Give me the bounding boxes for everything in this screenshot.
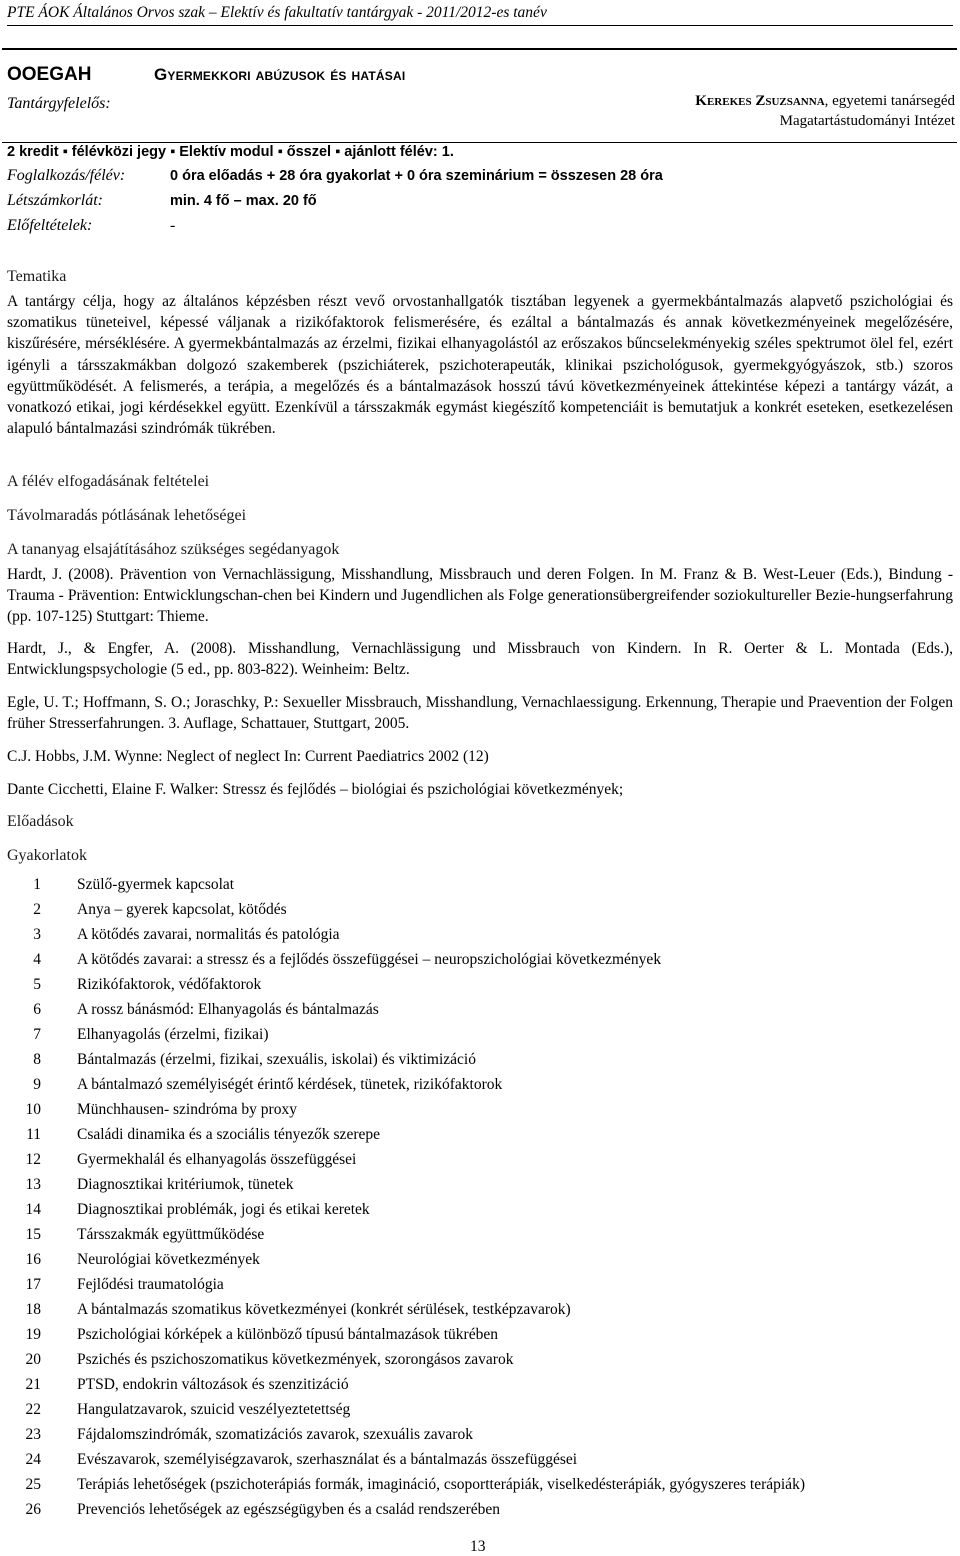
- item-number: 19: [25, 1326, 41, 1343]
- item-number: 4: [33, 951, 41, 968]
- list-item: [7, 1272, 805, 1297]
- institute-name: Magatartástudományi Intézet: [779, 113, 955, 129]
- reference-item: Hardt, J. (2008). Prävention von Vernachlässigung, Misshandlung, Missbrauch und deren Folgen. In M. Franz & B. West-Leuer (Eds.), Bindung - Trauma - Prävention: Entwicklungschan-chen bei Kindern und Jugendlichen als Folge generationsübergreifender soziokultureller Bezie-hungserfahrung (pp. 107-125) Stuttgart: Thieme.: [7, 566, 953, 626]
- reference-item: Egle, U. T.; Hoffmann, S. O.; Joraschky, P.: Sexueller Missbrauch, Misshandlung, Vernachlaessigung. Erkennung, Therapie und Praevention der Folgen früher Stresserfahrungen. 3. Auflage, Schattauer, Stuttgart, 2005.: [7, 694, 953, 733]
- item-number: 7: [33, 1026, 41, 1043]
- list-item: [7, 1097, 805, 1122]
- credit-line: 2 kredit ▪ félévközi jegy ▪ Elektív modul ▪ ősszel ▪ ajánlott félév: 1.: [7, 144, 454, 160]
- responsible-person: [695, 93, 955, 110]
- item-number: 12: [25, 1151, 41, 1168]
- item-title: Társszakmák együttműködése: [77, 1226, 265, 1243]
- list-item: [7, 1222, 805, 1247]
- item-title: Diagnosztikai kritériumok, tünetek: [77, 1176, 294, 1193]
- reference-item: C.J. Hobbs, J.M. Wynne: Neglect of neglect In: Current Paediatrics 2002 (12): [7, 748, 489, 765]
- item-number: 22: [25, 1401, 41, 1418]
- item-title: Fájdalomszindrómák, szomatizációs zavarok, szexuális zavarok: [77, 1426, 473, 1443]
- list-item: [7, 972, 805, 997]
- list-item: [7, 1122, 805, 1147]
- item-number: 9: [33, 1076, 41, 1093]
- list-item: [7, 1472, 805, 1497]
- item-title: PTSD, endokrin változások és szenzitizáció: [77, 1376, 349, 1393]
- tematika-text: A tantárgy célja, hogy az általános képzésben részt vevő orvostanhallgatók tisztában legyenek a gyermekbántalmazás alapvető pszichológiai és szomatikus tüneteivel, képessé váljanak a rizikófaktorok felismerésére, és ezáltal a bántalmazás és annak következményeinek megelőzésére, kiszűrésére, mérséklésére. A gyermekbántalmazás az érzelmi, fizikai elhanyagolástól az erőszakos bűncselekményekig széles spektrumot ölel fel, ezért igényli a társszakmákban dolgozó szakemberek (pszichiáterek, pszichoterapeuták, klinikai pszichológusok, gyermekgyógyászok, stb.) szoros együttműködését. A felismerés, a terápia, a megelőzés és a bántalmazások hosszú távú következményeinek áttekintése képezi a tantárgy vázát, a vonatkozó etikai, jogi kérdésekkel együtt. Ezenkívül a társszakmák egymást kiegészítő kompetenciáit is bemutatjuk a konkrét eseteken, esetkezelésen alapuló bántalmazási szindrómák tükrében.: [7, 293, 953, 438]
- item-title: Gyermekhalál és elhanyagolás összefüggései: [77, 1151, 357, 1168]
- item-title: A rossz bánásmód: Elhanyagolás és bántalmazás: [77, 1001, 379, 1018]
- item-number: 25: [25, 1476, 41, 1493]
- item-title: Hangulatzavarok, szuicid veszélyeztetettség: [77, 1401, 351, 1418]
- item-number: 17: [25, 1276, 41, 1293]
- course-info-box: [2, 48, 957, 143]
- item-title: Pszichés és pszichoszomatikus következmények, szorongásos zavarok: [77, 1351, 514, 1368]
- item-number: 1: [33, 876, 41, 893]
- section-heading-practicals: Gyakorlatok: [7, 847, 87, 864]
- prereq-value: -: [170, 217, 176, 234]
- item-title: A bántalmazás szomatikus következményei (konkrét sérülések, testképzavarok): [77, 1301, 571, 1318]
- item-number: 11: [26, 1126, 41, 1143]
- item-number: 20: [25, 1351, 41, 1368]
- item-number: 5: [33, 976, 41, 993]
- hours-label: Foglalkozás/félév:: [7, 167, 126, 184]
- item-title: Elhanyagolás (érzelmi, fizikai): [77, 1026, 269, 1043]
- item-number: 16: [25, 1251, 41, 1268]
- list-item: [7, 922, 805, 947]
- responsible-rank: , egyetemi tanársegéd: [824, 93, 955, 109]
- item-number: 2: [33, 901, 41, 918]
- list-item: [7, 1247, 805, 1272]
- list-item: [7, 947, 805, 972]
- responsible-name: Kerekes Zsuzsanna: [695, 93, 825, 109]
- list-item: [7, 897, 805, 922]
- list-item: [7, 1147, 805, 1172]
- reference-item: Hardt, J., & Engfer, A. (2008). Misshandlung, Vernachlässigung und Missbrauch von Kindern. In R. Oerter & L. Montada (Eds.), Entwicklungspsychologie (5 ed., pp. 803-822). Weinheim: Beltz.: [7, 640, 953, 679]
- section-heading-tematika: Tematika: [7, 268, 67, 285]
- item-number: 10: [25, 1101, 41, 1118]
- limit-value: min. 4 fő – max. 20 fő: [170, 193, 317, 209]
- item-title: A bántalmazó személyiségét érintő kérdések, tünetek, rizikófaktorok: [77, 1076, 503, 1093]
- list-item: [7, 1347, 805, 1372]
- list-item: [7, 1047, 805, 1072]
- list-item: [7, 1447, 805, 1472]
- list-item: [7, 1022, 805, 1047]
- list-item: [7, 1422, 805, 1447]
- list-item: [7, 1072, 805, 1097]
- list-item: [7, 1497, 805, 1522]
- practicals-list: [7, 872, 805, 1522]
- item-title: Pszichológiai kórképek a különböző típusú bántalmazások tükrében: [77, 1326, 498, 1343]
- item-title: Szülő-gyermek kapcsolat: [77, 876, 235, 893]
- item-number: 21: [25, 1376, 41, 1393]
- list-item: [7, 1397, 805, 1422]
- responsible-label: Tantárgyfelelős:: [7, 95, 111, 112]
- item-number: 13: [25, 1176, 41, 1193]
- item-number: 26: [25, 1501, 41, 1518]
- list-item: [7, 997, 805, 1022]
- list-item: [7, 872, 805, 897]
- item-title: Terápiás lehetőségek (pszichoterápiás formák, imagináció, csoportterápiák, viselkedésterápiák, gyógyszeres terápiák): [77, 1476, 805, 1493]
- item-number: 24: [25, 1451, 41, 1468]
- item-title: A kötődés zavarai, normalitás és patológia: [77, 926, 340, 943]
- item-number: 23: [25, 1426, 41, 1443]
- item-number: 6: [33, 1001, 41, 1018]
- item-number: 3: [33, 926, 41, 943]
- item-title: Bántalmazás (érzelmi, fizikai, szexuális, iskolai) és viktimizáció: [77, 1051, 476, 1068]
- item-number: 18: [25, 1301, 41, 1318]
- course-code: OOEGAH: [7, 64, 92, 85]
- section-heading-acceptance: A félév elfogadásának feltételei: [7, 473, 210, 490]
- item-title: Evészavarok, személyiségzavarok, szerhasználat és a bántalmazás összefüggései: [77, 1451, 578, 1468]
- prereq-label: Előfeltételek:: [7, 217, 93, 234]
- item-title: Münchhausen- szindróma by proxy: [77, 1101, 297, 1118]
- item-number: 8: [33, 1051, 41, 1068]
- section-heading-absence: Távolmaradás pótlásának lehetőségei: [7, 507, 247, 524]
- course-title: Gyermekkori abúzusok és hatásai: [154, 65, 406, 84]
- item-title: Neurológiai következmények: [77, 1251, 260, 1268]
- hours-value: 0 óra előadás + 28 óra gyakorlat + 0 óra szeminárium = összesen 28 óra: [170, 168, 663, 184]
- list-item: [7, 1322, 805, 1347]
- item-number: 15: [25, 1226, 41, 1243]
- page-number: 13: [470, 1538, 486, 1555]
- item-title: Prevenciós lehetőségek az egészségügyben és a család rendszerében: [77, 1501, 501, 1518]
- item-title: A kötődés zavarai: a stressz és a fejlődés összefüggései – neuropszichológiai következmények: [77, 951, 662, 968]
- list-item: [7, 1172, 805, 1197]
- item-title: Családi dinamika és a szociális tényezők szerepe: [77, 1126, 380, 1143]
- section-heading-lectures: Előadások: [7, 813, 74, 830]
- list-item: [7, 1197, 805, 1222]
- running-header: PTE ÁOK Általános Orvos szak – Elektív és fakultatív tantárgyak - 2011/2012-es tanév: [7, 3, 953, 26]
- item-title: Rizikófaktorok, védőfaktorok: [77, 976, 262, 993]
- limit-label: Létszámkorlát:: [7, 192, 103, 209]
- item-title: Diagnosztikai problémák, jogi és etikai keretek: [77, 1201, 370, 1218]
- item-title: Anya – gyerek kapcsolat, kötődés: [77, 901, 287, 918]
- section-heading-materials: A tananyag elsajátításához szükséges segédanyagok: [7, 541, 340, 558]
- list-item: [7, 1372, 805, 1397]
- item-title: Fejlődési traumatológia: [77, 1276, 224, 1293]
- reference-item: Dante Cicchetti, Elaine F. Walker: Stressz és fejlődés – biológiai és pszichológiai következmények;: [7, 781, 624, 798]
- list-item: [7, 1297, 805, 1322]
- item-number: 14: [25, 1201, 41, 1218]
